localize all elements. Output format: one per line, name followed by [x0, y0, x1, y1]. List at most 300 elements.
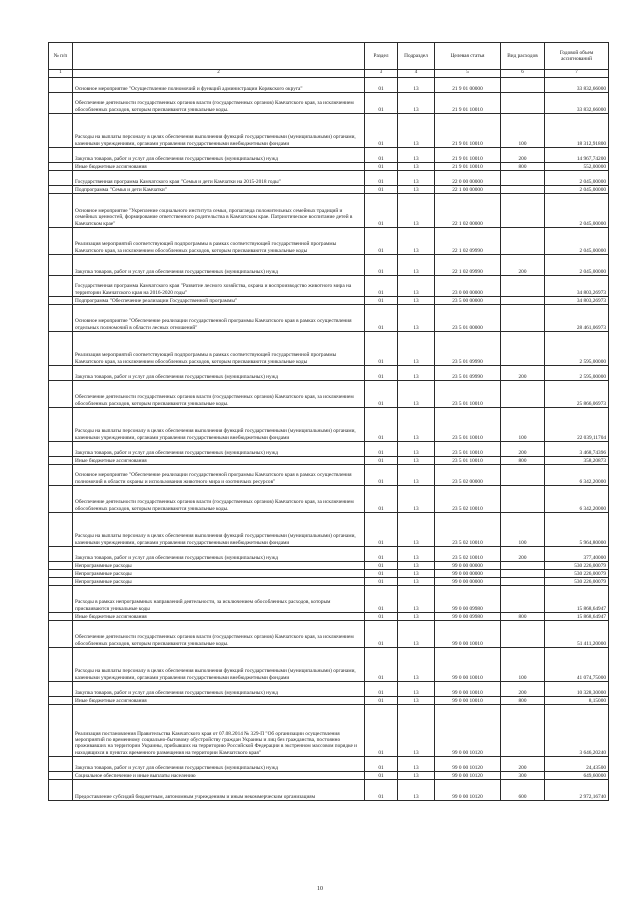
row-razdel-cell: 01 — [365, 465, 398, 486]
row-num-cell — [49, 513, 73, 547]
row-target-article-cell: 23 5 01 10010 — [435, 442, 501, 457]
table-row — [49, 513, 609, 547]
row-name-cell: Непрограммные расходы — [73, 570, 365, 578]
row-razdel-cell: 01 — [365, 305, 398, 332]
row-target-article-cell: 23 5 00 00000 — [435, 297, 501, 305]
row-target-article-cell: 99 0 00 09980 — [435, 613, 501, 621]
row-podrazdel-cell: 13 — [398, 682, 435, 697]
row-podrazdel-cell: 13 — [398, 586, 435, 613]
row-target-article-cell: 23 5 01 00000 — [435, 305, 501, 332]
row-expense-type-cell — [501, 381, 545, 408]
row-razdel-cell: 01 — [365, 442, 398, 457]
row-target-article-cell: 23 5 02 10010 — [435, 486, 501, 513]
column-number: 6 — [501, 70, 545, 78]
row-name-cell: Непрограммные расходы — [73, 578, 365, 586]
row-amount-cell: 25 866,06973 — [545, 381, 609, 408]
row-target-article-cell: 23 5 01 10010 — [435, 408, 501, 442]
row-name-cell: Закупка товаров, работ и услуг для обеспечения государственных (муниципальных) нужд — [73, 148, 365, 163]
row-target-article-cell: 23 5 02 10010 — [435, 513, 501, 547]
table-row — [49, 547, 609, 562]
row-target-article-cell: 99 0 00 00000 — [435, 570, 501, 578]
row-podrazdel-cell: 13 — [398, 648, 435, 682]
row-expense-type-cell: 800 — [501, 457, 545, 465]
table-row — [49, 772, 609, 780]
row-target-article-cell: 21 9 01 10010 — [435, 163, 501, 171]
row-razdel-cell: 01 — [365, 255, 398, 276]
row-podrazdel-cell: 13 — [398, 570, 435, 578]
row-amount-cell: 3 646,20240 — [545, 705, 609, 757]
row-razdel-cell: 01 — [365, 366, 398, 381]
row-name-cell: Иные бюджетные ассигнования — [73, 457, 365, 465]
row-podrazdel-cell: 13 — [398, 366, 435, 381]
row-amount-cell: 2 972,16740 — [545, 780, 609, 801]
table-row — [49, 757, 609, 772]
row-razdel-cell: 01 — [365, 562, 398, 570]
table-row — [49, 148, 609, 163]
row-name-cell: Закупка товаров, работ и услуг для обеспечения государственных (муниципальных) нужд — [73, 682, 365, 697]
row-target-article-cell: 99 0 00 10010 — [435, 682, 501, 697]
table-row — [49, 486, 609, 513]
table-row — [49, 114, 609, 148]
row-target-article-cell: 22 1 02 09990 — [435, 228, 501, 255]
row-name-cell: Реализация мероприятий соответствующей подпрограммы в рамках соответствующей государственной программы Камчатского края, за исключением обособленных расходов, которым присваиваются уникальные коды — [73, 228, 365, 255]
row-expense-type-cell — [501, 586, 545, 613]
row-target-article-cell: 21 9 01 10010 — [435, 93, 501, 114]
row-razdel-cell: 01 — [365, 570, 398, 578]
row-amount-cell: 41 074,75000 — [545, 648, 609, 682]
row-num-cell — [49, 163, 73, 171]
row-amount-cell: 2 045,00000 — [545, 194, 609, 228]
table-row — [49, 457, 609, 465]
row-num-cell — [49, 780, 73, 801]
table-row — [49, 163, 609, 171]
row-num-cell — [49, 228, 73, 255]
table-row — [49, 780, 609, 801]
table-row — [49, 705, 609, 757]
row-num-cell — [49, 757, 73, 772]
row-name-cell: Государственная программа Камчатского края "Развитие лесного хозяйства, охрана и воспроизводство животного мира на территории Камчатского края на 2016-2020 годы" — [73, 276, 365, 297]
column-number: 7 — [545, 70, 609, 78]
row-name-cell: Закупка товаров, работ и услуг для обеспечения государственных (муниципальных) нужд — [73, 547, 365, 562]
row-target-article-cell: 22 1 02 09990 — [435, 255, 501, 276]
row-podrazdel-cell: 13 — [398, 332, 435, 366]
row-expense-type-cell: 200 — [501, 757, 545, 772]
row-expense-type-cell — [501, 465, 545, 486]
row-podrazdel-cell: 13 — [398, 578, 435, 586]
row-razdel-cell: 01 — [365, 486, 398, 513]
row-razdel-cell: 01 — [365, 705, 398, 757]
table-row — [49, 78, 609, 93]
row-amount-cell: 377,40000 — [545, 547, 609, 562]
row-num-cell — [49, 93, 73, 114]
table-row — [49, 465, 609, 486]
row-name-cell: Расходы на выплаты персоналу в целях обеспечения выполнения функций государственными (муниципальными) органами, казенными учреждениями, органами управления государственными внебюджетными фондами — [73, 114, 365, 148]
table-body — [49, 78, 609, 801]
row-num-cell — [49, 578, 73, 586]
row-num-cell — [49, 562, 73, 570]
row-target-article-cell: 23 5 01 09990 — [435, 332, 501, 366]
row-razdel-cell: 01 — [365, 297, 398, 305]
table-row — [49, 305, 609, 332]
row-expense-type-cell: 800 — [501, 697, 545, 705]
row-num-cell — [49, 648, 73, 682]
row-expense-type-cell — [501, 276, 545, 297]
row-expense-type-cell — [501, 171, 545, 186]
row-podrazdel-cell: 13 — [398, 163, 435, 171]
row-amount-cell: 649,60000 — [545, 772, 609, 780]
row-name-cell: Реализация мероприятий соответствующей подпрограммы в рамках соответствующей государственной программы Камчатского края, за исключением обособленных расходов, которым присваиваются уникальные коды — [73, 332, 365, 366]
row-expense-type-cell — [501, 562, 545, 570]
row-expense-type-cell: 100 — [501, 408, 545, 442]
row-name-cell: Иные бюджетные ассигнования — [73, 163, 365, 171]
row-num-cell — [49, 457, 73, 465]
row-podrazdel-cell: 13 — [398, 408, 435, 442]
row-name-cell: Закупка товаров, работ и услуг для обеспечения государственных (муниципальных) нужд — [73, 255, 365, 276]
row-target-article-cell: 21 9 01 10010 — [435, 114, 501, 148]
row-razdel-cell: 01 — [365, 586, 398, 613]
row-razdel-cell: 01 — [365, 78, 398, 93]
row-name-cell: Социальное обеспечение и иные выплаты населению — [73, 772, 365, 780]
row-name-cell: Расходы в рамках непрограммных направлений деятельности, за исключением обособленных расходов, которым присваиваются уникальные коды — [73, 586, 365, 613]
row-num-cell — [49, 171, 73, 186]
row-podrazdel-cell: 13 — [398, 486, 435, 513]
row-target-article-cell: 23 5 02 00000 — [435, 465, 501, 486]
row-podrazdel-cell: 13 — [398, 757, 435, 772]
row-name-cell: Расходы на выплаты персоналу в целях обеспечения выполнения функций государственными (муниципальными) органами, казенными учреждениями, органами управления государственными внебюджетными фондами — [73, 648, 365, 682]
row-num-cell — [49, 621, 73, 648]
row-razdel-cell: 01 — [365, 513, 398, 547]
row-expense-type-cell — [501, 486, 545, 513]
row-razdel-cell: 01 — [365, 772, 398, 780]
row-amount-cell: 18 312,91800 — [545, 114, 609, 148]
row-amount-cell: 3 468,74396 — [545, 442, 609, 457]
row-razdel-cell: 01 — [365, 114, 398, 148]
table-row — [49, 562, 609, 570]
row-num-cell — [49, 255, 73, 276]
row-razdel-cell: 01 — [365, 682, 398, 697]
table-row — [49, 586, 609, 613]
row-amount-cell: 14 967,74200 — [545, 148, 609, 163]
row-target-article-cell: 99 0 00 09980 — [435, 586, 501, 613]
row-expense-type-cell — [501, 297, 545, 305]
table-row — [49, 93, 609, 114]
row-num-cell — [49, 465, 73, 486]
row-amount-cell: 15 868,64947 — [545, 613, 609, 621]
row-amount-cell: 34 803,26973 — [545, 276, 609, 297]
row-name-cell: Иные бюджетные ассигнования — [73, 613, 365, 621]
budget-table-sheet — [48, 42, 608, 801]
table-row — [49, 381, 609, 408]
table-row — [49, 332, 609, 366]
row-razdel-cell: 01 — [365, 408, 398, 442]
row-name-cell: Расходы на выплаты персоналу в целях обеспечения выполнения функций государственными (муниципальными) органами, казенными учреждениями, органами управления государственными внебюджетными фондами — [73, 513, 365, 547]
row-expense-type-cell: 200 — [501, 442, 545, 457]
row-expense-type-cell: 200 — [501, 255, 545, 276]
column-number: 4 — [398, 70, 435, 78]
row-num-cell — [49, 148, 73, 163]
row-razdel-cell: 01 — [365, 194, 398, 228]
row-num-cell — [49, 682, 73, 697]
row-razdel-cell: 01 — [365, 163, 398, 171]
row-expense-type-cell: 200 — [501, 148, 545, 163]
row-razdel-cell: 01 — [365, 621, 398, 648]
table-row — [49, 648, 609, 682]
row-expense-type-cell: 600 — [501, 780, 545, 801]
row-num-cell — [49, 114, 73, 148]
row-target-article-cell: 99 0 00 10010 — [435, 621, 501, 648]
table-row — [49, 297, 609, 305]
row-num-cell — [49, 305, 73, 332]
row-target-article-cell: 22 1 00 00000 — [435, 186, 501, 194]
table-row — [49, 228, 609, 255]
row-target-article-cell: 99 0 00 10120 — [435, 772, 501, 780]
table-row — [49, 408, 609, 442]
table-row — [49, 194, 609, 228]
row-num-cell — [49, 486, 73, 513]
row-podrazdel-cell: 13 — [398, 772, 435, 780]
row-expense-type-cell — [501, 305, 545, 332]
row-expense-type-cell: 800 — [501, 613, 545, 621]
row-target-article-cell: 99 0 00 10010 — [435, 697, 501, 705]
table-row — [49, 442, 609, 457]
row-podrazdel-cell: 13 — [398, 114, 435, 148]
row-name-cell: Реализация постановления Правительства Камчатского края от 07.08.2014 № 329-П "Об организации осуществления мероприятий по временному социально-бытовому обустройству граждан Украины и лиц без гражданства, постоянно проживавших на территории Украины, прибывших на территорию Российской Федерации в экстренном массовом порядке и находящихся в пунктах временного размещения на территории Камчатского края" — [73, 705, 365, 757]
header-expense-type: Вид расходов — [501, 43, 545, 70]
row-name-cell: Основное мероприятие "Укрепление социального института семьи, пропаганда положительных семейных традиций и семейных ценностей, формирование ответственного родительства в Камчатском крае. Патриотическое воспитание детей в Камчатском крае" — [73, 194, 365, 228]
row-target-article-cell: 99 0 00 00000 — [435, 562, 501, 570]
row-razdel-cell: 01 — [365, 332, 398, 366]
row-expense-type-cell: 200 — [501, 682, 545, 697]
row-expense-type-cell: 300 — [501, 772, 545, 780]
row-target-article-cell: 21 9 01 00000 — [435, 78, 501, 93]
row-podrazdel-cell: 13 — [398, 621, 435, 648]
row-num-cell — [49, 408, 73, 442]
row-amount-cell: 530 226,00079 — [545, 570, 609, 578]
row-expense-type-cell — [501, 78, 545, 93]
page-number: 10 — [317, 886, 323, 892]
row-razdel-cell: 01 — [365, 186, 398, 194]
row-name-cell: Подпрограмма "Семья и дети Камчатки" — [73, 186, 365, 194]
row-num-cell — [49, 297, 73, 305]
row-amount-cell: 2 045,00000 — [545, 186, 609, 194]
row-name-cell: Непрограммные расходы — [73, 562, 365, 570]
row-num-cell — [49, 194, 73, 228]
row-target-article-cell: 99 0 00 00000 — [435, 578, 501, 586]
row-amount-cell: 2 045,00000 — [545, 228, 609, 255]
row-podrazdel-cell: 13 — [398, 613, 435, 621]
row-target-article-cell: 23 5 01 10010 — [435, 457, 501, 465]
row-expense-type-cell: 100 — [501, 513, 545, 547]
row-amount-cell: 2 045,00000 — [545, 171, 609, 186]
row-razdel-cell: 01 — [365, 148, 398, 163]
row-razdel-cell: 01 — [365, 381, 398, 408]
row-razdel-cell: 01 — [365, 697, 398, 705]
row-name-cell: Закупка товаров, работ и услуг для обеспечения государственных (муниципальных) нужд — [73, 366, 365, 381]
row-razdel-cell: 01 — [365, 757, 398, 772]
column-number: 3 — [365, 70, 398, 78]
column-number: 2 — [73, 70, 365, 78]
row-name-cell: Основное мероприятие "Обеспечение реализации государственной программы Камчатского края в рамках осуществления отдельных полномочий в области лесных отношений" — [73, 305, 365, 332]
row-name-cell: Предоставление субсидий бюджетным, автономным учреждениям и иным некоммерческим организациям — [73, 780, 365, 801]
row-expense-type-cell: 200 — [501, 366, 545, 381]
row-razdel-cell: 01 — [365, 547, 398, 562]
row-razdel-cell: 01 — [365, 780, 398, 801]
row-podrazdel-cell: 13 — [398, 255, 435, 276]
row-podrazdel-cell: 13 — [398, 513, 435, 547]
row-num-cell — [49, 276, 73, 297]
row-target-article-cell: 99 0 00 10120 — [435, 757, 501, 772]
row-name-cell: Обеспечение деятельности государственных органов власти (государственных органов) Камчатского края, за исключением обособленных расходов, которым присваиваются уникальные коды. — [73, 621, 365, 648]
row-podrazdel-cell: 13 — [398, 457, 435, 465]
row-amount-cell: 34 803,26973 — [545, 297, 609, 305]
row-num-cell — [49, 705, 73, 757]
row-amount-cell: 33 832,66000 — [545, 78, 609, 93]
row-podrazdel-cell: 13 — [398, 442, 435, 457]
row-num-cell — [49, 78, 73, 93]
row-amount-cell: 5 964,80000 — [545, 513, 609, 547]
row-name-cell: Основное мероприятие "Осуществление полномочий и функций администрации Корякского округа" — [73, 78, 365, 93]
row-amount-cell: 51 411,20000 — [545, 621, 609, 648]
header-num: № п/п — [49, 43, 73, 70]
row-name-cell: Основное мероприятие "Обеспечение реализации государственной программы Камчатского края в рамках осуществления полномочий в области охраны и использования животного мира и охотничьих ресурсов" — [73, 465, 365, 486]
header-podrazdel: Подраздел — [398, 43, 435, 70]
row-razdel-cell: 01 — [365, 171, 398, 186]
header-annual-amount: Годовой объем ассигнований — [545, 43, 609, 70]
row-amount-cell: 2 595,00000 — [545, 366, 609, 381]
row-razdel-cell: 01 — [365, 457, 398, 465]
row-podrazdel-cell: 13 — [398, 465, 435, 486]
row-amount-cell: 8,15000 — [545, 697, 609, 705]
row-podrazdel-cell: 13 — [398, 705, 435, 757]
row-expense-type-cell — [501, 332, 545, 366]
row-amount-cell: 28 461,06973 — [545, 305, 609, 332]
row-name-cell: Иные бюджетные ассигнования — [73, 697, 365, 705]
row-expense-type-cell: 200 — [501, 547, 545, 562]
row-name-cell: Обеспечение деятельности государственных органов власти (государственных органов) Камчатского края, за исключением обособленных расходов, которым присваиваются уникальные коды. — [73, 381, 365, 408]
row-amount-cell: 10 328,30000 — [545, 682, 609, 697]
row-name-cell: Подпрограмма "Обеспечение реализации Государственной программы" — [73, 297, 365, 305]
row-amount-cell: 15 868,64947 — [545, 586, 609, 613]
row-podrazdel-cell: 13 — [398, 697, 435, 705]
row-amount-cell: 2 595,00000 — [545, 332, 609, 366]
table-row — [49, 697, 609, 705]
row-razdel-cell: 01 — [365, 613, 398, 621]
row-amount-cell: 358,20873 — [545, 457, 609, 465]
row-num-cell — [49, 186, 73, 194]
table-row — [49, 682, 609, 697]
row-expense-type-cell — [501, 578, 545, 586]
row-expense-type-cell — [501, 228, 545, 255]
row-num-cell — [49, 613, 73, 621]
column-number: 1 — [49, 70, 73, 78]
column-number: 5 — [435, 70, 501, 78]
row-podrazdel-cell: 13 — [398, 228, 435, 255]
row-target-article-cell: 22 1 02 00000 — [435, 194, 501, 228]
row-num-cell — [49, 332, 73, 366]
row-name-cell: Обеспечение деятельности государственных органов власти (государственных органов) Камчатского края, за исключением обособленных расходов, которым присваиваются уникальные коды. — [73, 486, 365, 513]
row-expense-type-cell: 800 — [501, 163, 545, 171]
row-amount-cell: 6 342,20000 — [545, 486, 609, 513]
row-amount-cell: 22 039,11704 — [545, 408, 609, 442]
row-amount-cell: 24,43500 — [545, 757, 609, 772]
row-podrazdel-cell: 13 — [398, 276, 435, 297]
row-podrazdel-cell: 13 — [398, 381, 435, 408]
header-razdel: Раздел — [365, 43, 398, 70]
table-row — [49, 578, 609, 586]
row-podrazdel-cell: 13 — [398, 305, 435, 332]
row-name-cell: Расходы на выплаты персоналу в целях обеспечения выполнения функций государственными (муниципальными) органами, казенными учреждениями, органами управления государственными внебюджетными фондами — [73, 408, 365, 442]
row-razdel-cell: 01 — [365, 276, 398, 297]
row-expense-type-cell: 100 — [501, 114, 545, 148]
row-amount-cell: 6 342,20000 — [545, 465, 609, 486]
column-number-row — [49, 70, 609, 78]
row-num-cell — [49, 570, 73, 578]
row-name-cell: Закупка товаров, работ и услуг для обеспечения государственных (муниципальных) нужд — [73, 757, 365, 772]
row-target-article-cell: 23 5 01 10010 — [435, 381, 501, 408]
row-podrazdel-cell: 13 — [398, 297, 435, 305]
row-name-cell: Государственная программа Камчатского края "Семья и дети Камчатки на 2015-2018 годы" — [73, 171, 365, 186]
row-expense-type-cell — [501, 621, 545, 648]
row-num-cell — [49, 366, 73, 381]
row-razdel-cell: 01 — [365, 578, 398, 586]
row-amount-cell: 552,00000 — [545, 163, 609, 171]
row-target-article-cell: 23 5 01 09990 — [435, 366, 501, 381]
table-row — [49, 613, 609, 621]
row-name-cell: Закупка товаров, работ и услуг для обеспечения государственных (муниципальных) нужд — [73, 442, 365, 457]
row-podrazdel-cell: 13 — [398, 562, 435, 570]
row-podrazdel-cell: 13 — [398, 78, 435, 93]
row-razdel-cell: 01 — [365, 93, 398, 114]
row-amount-cell: 530 226,00079 — [545, 578, 609, 586]
row-expense-type-cell: 100 — [501, 648, 545, 682]
row-target-article-cell: 23 0 00 00000 — [435, 276, 501, 297]
row-amount-cell: 530 226,00079 — [545, 562, 609, 570]
row-target-article-cell: 99 0 00 10120 — [435, 705, 501, 757]
row-expense-type-cell — [501, 186, 545, 194]
row-num-cell — [49, 586, 73, 613]
row-num-cell — [49, 697, 73, 705]
row-amount-cell: 33 832,66000 — [545, 93, 609, 114]
row-podrazdel-cell: 13 — [398, 780, 435, 801]
row-target-article-cell: 22 0 00 00000 — [435, 171, 501, 186]
row-target-article-cell: 23 5 02 10010 — [435, 547, 501, 562]
row-podrazdel-cell: 13 — [398, 93, 435, 114]
row-target-article-cell: 21 9 01 10010 — [435, 148, 501, 163]
table-row — [49, 621, 609, 648]
row-amount-cell: 2 045,00000 — [545, 255, 609, 276]
row-num-cell — [49, 772, 73, 780]
row-num-cell — [49, 547, 73, 562]
row-razdel-cell: 01 — [365, 228, 398, 255]
table-row — [49, 276, 609, 297]
budget-table — [48, 42, 609, 801]
row-expense-type-cell — [501, 194, 545, 228]
row-name-cell: Обеспечение деятельности государственных органов власти (государственных органов) Камчатского края, за исключением обособленных расходов, которым присваиваются уникальные коды. — [73, 93, 365, 114]
row-expense-type-cell — [501, 93, 545, 114]
row-target-article-cell: 99 0 00 10010 — [435, 648, 501, 682]
row-expense-type-cell — [501, 570, 545, 578]
row-podrazdel-cell: 13 — [398, 194, 435, 228]
header-name — [73, 43, 365, 70]
row-podrazdel-cell: 13 — [398, 148, 435, 163]
table-row — [49, 171, 609, 186]
row-podrazdel-cell: 13 — [398, 547, 435, 562]
row-num-cell — [49, 442, 73, 457]
table-row — [49, 570, 609, 578]
header-target-article: Целевая статья — [435, 43, 501, 70]
row-podrazdel-cell: 13 — [398, 186, 435, 194]
table-row — [49, 255, 609, 276]
